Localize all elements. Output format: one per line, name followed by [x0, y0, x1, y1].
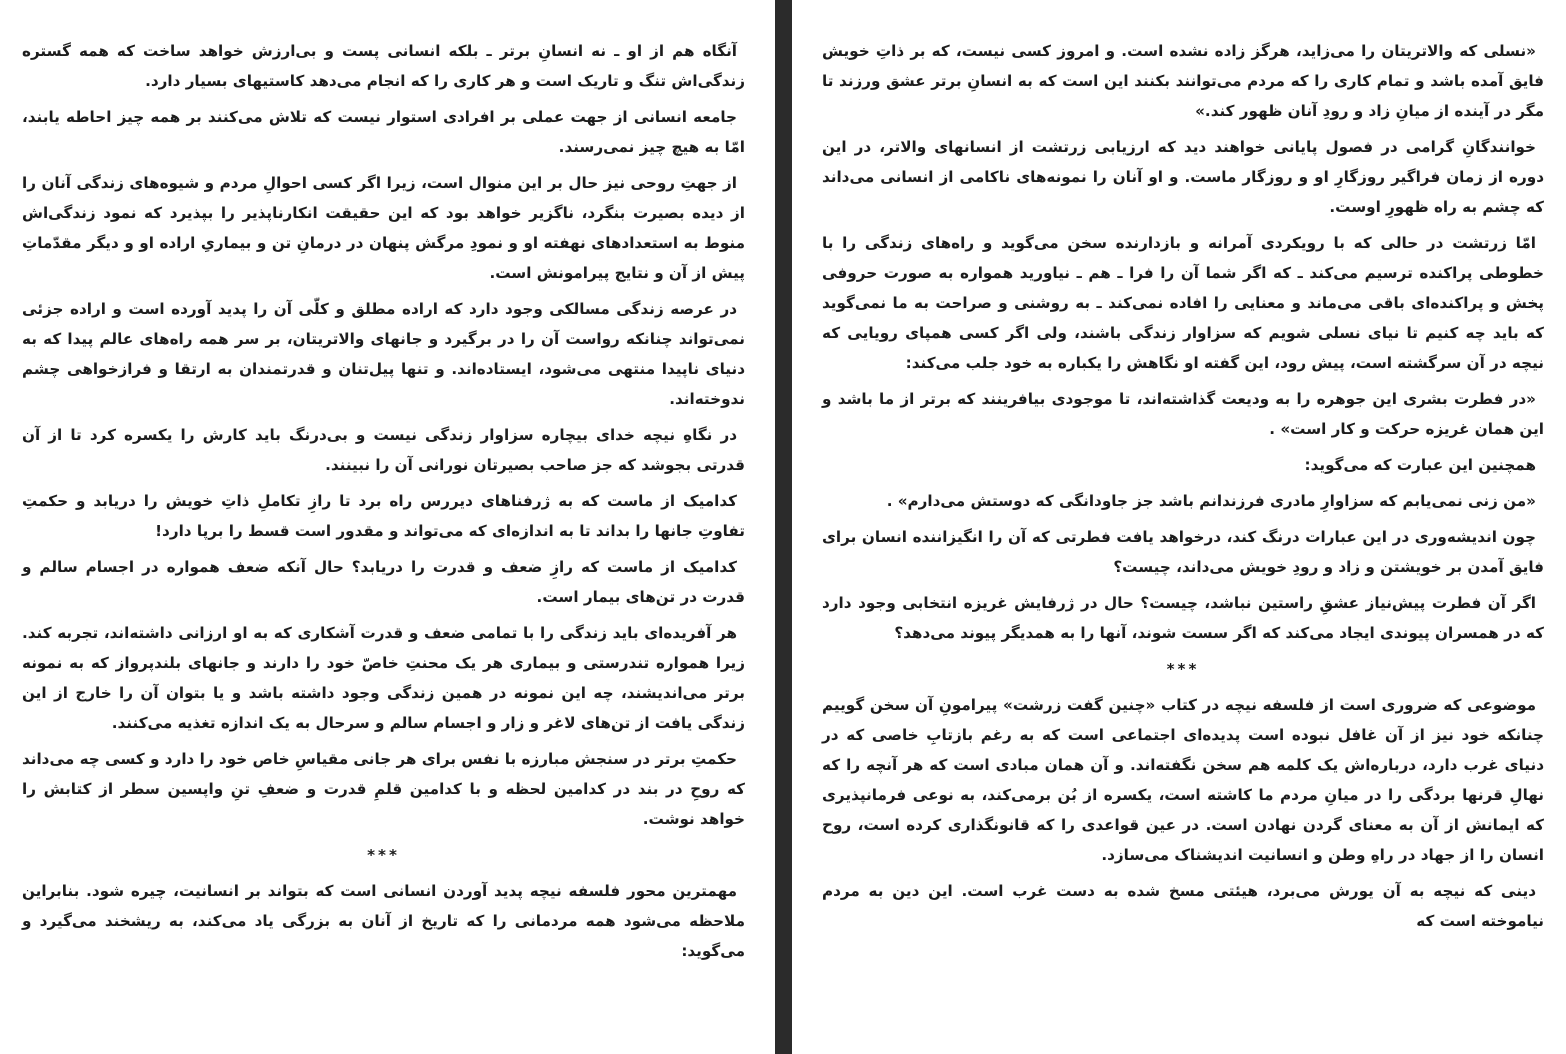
paragraph: چون اندیشه‌وری در این عبارات درنگ کند، درخواهد یافت فطرتی که آن را انگیزاننده انسان برای فایق آمدن بر خویشتن و زاد و رودِ خویش می‌داند، چیست؟ [822, 528, 1544, 576]
paragraph: جامعه انسانی از جهت عملی بر افرادی استوار نیست که تلاش می‌کنند بر همه چیز احاطه یابند، امّا به هیچ چیز نمی‌رسند. [22, 108, 745, 156]
paragraph: در عرصه زندگی مسالکی وجود دارد که اراده مطلق و کلّی آن را پدید آورده است و اراده جزئی نمی‌تواند چنانکه رواست آن را در برگیرد و جانهای والاتریتان، بر سر همه راه‌های عالم پیدا که به دنیای ناپیدا منتهی می‌شود، ایستاده‌اند. و تنها پیل‌تنان و قدرتمندان به ارتقا و فرازخواهی چشم ندوخته‌اند. [22, 300, 745, 408]
paragraph: «نسلی که والاتریتان را می‌زاید، هرگز زاده نشده است. و امروز کسی نیست، که بر ذاتِ خویش فایق آمده باشد و تمام کاری را که مردم می‌توانند بکنند این است که به انسانِ برتر عشق ورزند تا مگر در آینده از میانِ زاد و رودِ آنان ظهور کند.» [822, 42, 1544, 120]
paragraph: دینی که نیچه به آن یورش می‌برد، هیئتی مسخ شده به دست غرب است. این دین به مردم نیاموخته است که [822, 882, 1544, 930]
left-page [0, 0, 775, 1054]
paragraph: مهمترین محور فلسفه نیچه پدید آوردن انسانی است که بتواند بر انسانیت، چیره شود. بنابراین ملاحظه می‌شود همه مردمانی را که تاریخ از آنان به بزرگی یاد می‌کند، به ریشخند می‌گیرد و می‌گوید: [22, 882, 745, 960]
paragraph: حکمتِ برتر در سنجش مبارزه با نفس برای هر جانی مقیاسِ خاص خود را دارد و کسی چه می‌داند که روحِ در بند در کدامین لحظه و با کدامین قلمِ قدرت و ضعفِ تنِ واپسین سطر از کتابش را خواهد نوشت. [22, 750, 745, 828]
paragraph: در نگاهِ نیچه خدای بیچاره سزاوار زندگی نیست و بی‌درنگ باید کارش را یکسره کرد تا از آن قدرتی بجوشد که جز صاحب بصیرتان نورانی آن را نبینند. [22, 426, 745, 474]
paragraph: کدامیک از ماست که رازِ ضعف و قدرت را دریابد؟ حال آنکه ضعف همواره در اجسام سالم و قدرت در تن‌های بیمار است. [22, 558, 745, 606]
paragraph: آنگاه هم از او ـ نه انسانِ برتر ـ بلکه انسانی پست و بی‌ارزش خواهد ساخت که همه گستره زندگی‌اش تنگ و تاریک است و هر کاری را که انجام می‌دهد کاستیهای بسیار دارد. [22, 42, 745, 90]
paragraph: خوانندگانِ گرامی در فصول پایانی خواهند دید که ارزیابی زرتشت از انسانهای والاتر، در این دوره از زمان فراگیر روزگارِ او و روزگار ماست. و او آنان را نمونه‌های ناکامی از انسانی می‌داند که چشم به راه ظهورِ اوست. [822, 138, 1544, 216]
paragraph: موضوعی که ضروری است از فلسفه نیچه در کتاب «چنین گفت زرشت» پیرامونِ آن سخن گوییم چنانکه خود نیز از آن غافل نبوده است پدیده‌ای اجتماعی است که به رغم بازتابِ خاصی که در دنیای غرب دارد، درباره‌اش یک کلمه هم سخن نگفته‌اند. و آن همان مبادی است که هر آنچه را که نهالِ قرنها بردگی را در میانِ مردم ما کاشته است، یکسره از بُن برمی‌کند، به نوعی فرمانپذیری که ایمانش از آن به معنای گردن نهادن است. در عین قواعدی را که قانونگذاری کرده است، روح انسان را از جهاد در راهِ وطن و انسانیت اندیشناک می‌سازد. [822, 696, 1544, 864]
section-separator: *** [1166, 660, 1200, 678]
right-page-text [822, 36, 1544, 936]
paragraph: امّا زرتشت در حالی که با رویکردی آمرانه و بازدارنده سخن می‌گوید و راه‌های زندگی را با خطوطی پراکنده ترسیم می‌کند ـ که اگر شما آن را فرا ـ هم ـ نیاورید همواره به صورت حروفی پخش و پراکنده‌ای باقی می‌ماند و معنایی را افاده نمی‌کند ـ به روشنی و صراحت به ما نمی‌گوید که باید چه کنیم تا نیای نسلی شویم که سزاوار زندگی باشند، ولی اگر کسی همپای رویایی که نیچه در آن سرگشته است، پیش رود، این گفته او نگاهش را یکباره به خود جلب می‌کند: [822, 234, 1544, 372]
section-separator: *** [367, 846, 400, 864]
paragraph: هر آفریده‌ای باید زندگی را با تمامی ضعف و قدرت آشکاری که به او ارزانی داشته‌اند، تجربه کند. زیرا همواره تندرستی و بیماری هر یک محنتِ خاصّ خود را دارند و جانهای بلندپرواز که به نمونه برتر می‌اندیشند، چه این نمونه در همین زندگی وجود داشته باشد و یا بتوان آن را خارج از این زندگی یافت از تن‌های لاغر و زار و اجسام سالم و سرحال به یک اندازه تغذیه می‌کنند. [22, 624, 745, 732]
book-gutter [775, 0, 792, 1054]
paragraph: همچنین این عبارت که می‌گوید: [1304, 456, 1536, 474]
paragraph: «در فطرت بشری این جوهره را به ودیعت گذاشته‌اند، تا موجودی بیافرینند که برتر از ما باشد و این همان غریزه حرکت و کار است» . [822, 390, 1544, 438]
paragraph: کدامیک از ماست که به ژرفناهای دیررس راه برد تا رازِ تکاملِ ذاتِ خویش را دریابد و حکمتِ تفاوتِ جانها را بداند تا به اندازه‌ای که می‌تواند و مقدور است قسط را برپا دارد! [22, 492, 745, 540]
right-page [792, 0, 1566, 1054]
paragraph: اگر آن فطرت پیش‌نیاز عشقِ راستین نباشد، چیست؟ حال در ژرفایش غریزه انتخابی وجود دارد که در همسران پیوندی ایجاد می‌کند که اگر سست شوند، آنها را به همدیگر پیوند می‌دهد؟ [822, 594, 1544, 642]
left-page-text [22, 36, 745, 966]
paragraph: از جهتِ روحی نیز حال بر این منوال است، زیرا اگر کسی احوالِ مردم و شیوه‌های زندگی آنان را از دیده بصیرت بنگرد، ناگزیر خواهد بود که این حقیقت انکارناپذیر را بپذیرد که نمود زندگی‌اش منوط به استعدادهای نهفته او و نمودِ مرگش پنهان در درمانِ تن و بیماریِ اراده او و دیگر مقدّماتِ پیش از آن و نتایج پیرامونش است. [22, 174, 745, 282]
paragraph: «من زنی نمی‌یابم که سزاوارِ مادری فرزندانم باشد جز جاودانگی که دوستش می‌دارم» . [886, 492, 1536, 510]
